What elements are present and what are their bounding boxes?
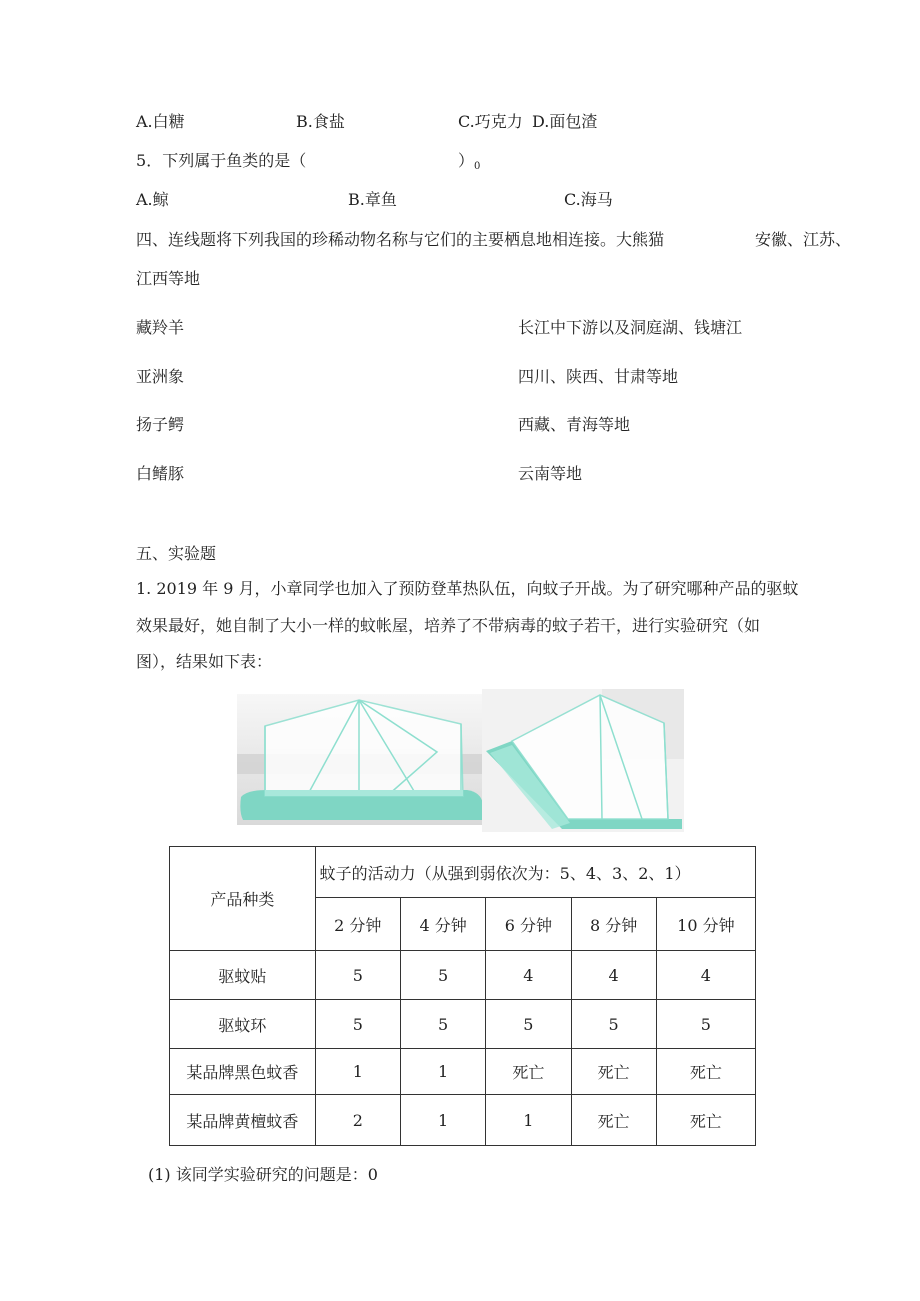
time-header: 4 分钟 — [400, 898, 485, 951]
value-cell: 死亡 — [571, 1095, 656, 1146]
value-cell: 5 — [400, 1000, 485, 1049]
table-row — [170, 1049, 756, 1095]
animal-item: 白鳍豚 — [136, 464, 185, 483]
q5-number: 5 — [136, 151, 147, 170]
animal-item: 扬子鳄 — [136, 415, 185, 434]
time-header: 6 分钟 — [486, 898, 571, 951]
value-cell: 5 — [571, 1000, 656, 1049]
q5-option-b: B.章鱼 — [348, 190, 397, 209]
habitat-item: 长江中下游以及洞庭湖、钱塘江 — [518, 318, 743, 337]
value-cell: 5 — [656, 1000, 755, 1049]
value-cell: 2 — [315, 1095, 400, 1146]
mosquito-net-drawing-2 — [482, 689, 684, 832]
value-cell: 1 — [400, 1095, 485, 1146]
q5-tail: 0 — [474, 161, 481, 172]
q4-option-b: B.食盐 — [296, 112, 345, 131]
q5-option-c: C.海马 — [564, 190, 613, 209]
value-cell: 1 — [486, 1095, 571, 1146]
q4-option-a: A.白糖 — [136, 112, 185, 131]
section5-q1-line3: 图），结果如下表： — [136, 652, 273, 671]
section5-q1-line2: 效果最好，她自制了大小一样的蚊帐屋，培养了不带病毒的蚊子若干，进行实验研究（如 — [136, 616, 761, 635]
value-cell: 4 — [571, 951, 656, 1000]
q4-option-c: C.巧克力 — [458, 112, 523, 131]
value-cell: 5 — [486, 1000, 571, 1049]
habitat-item: 西藏、青海等地 — [518, 415, 631, 434]
section5-q1-line1: 1. 2019 年 9 月，小章同学也加入了预防登革热队伍，向蚊子开战。为了研究哪种产品的驱蚊 — [136, 579, 799, 598]
value-cell: 5 — [400, 951, 485, 1000]
q5-stem — [136, 151, 306, 171]
q5-close — [458, 151, 480, 177]
table-row — [170, 1095, 756, 1146]
value-cell: 1 — [315, 1049, 400, 1095]
table-header-row — [170, 847, 756, 898]
q5-option-a: A.鲸 — [136, 190, 169, 209]
section4-title-right: 安徽、江苏、 — [755, 230, 852, 249]
activity-header: 蚊子的活动力（从强到弱依次为：5、4、3、2、1） — [315, 847, 755, 898]
habitat-item: 云南等地 — [518, 464, 583, 483]
q4-option-d: D.面包渣 — [532, 112, 598, 131]
table-row — [170, 1000, 756, 1049]
habitat-item: 四川、陕西、甘肃等地 — [518, 367, 679, 386]
q5-text: ．下列属于鱼类的是（ — [146, 151, 307, 170]
value-cell: 5 — [315, 1000, 400, 1049]
section5-title: 五、实验题 — [136, 544, 217, 563]
time-header: 8 分钟 — [571, 898, 656, 951]
value-cell: 死亡 — [486, 1049, 571, 1095]
section4-title: 四、连线题将下列我国的珍稀动物名称与它们的主要栖息地相连接。大熊猫 — [136, 230, 665, 249]
animal-item: 藏羚羊 — [136, 318, 185, 337]
mosquito-net-drawing-1 — [237, 694, 484, 825]
value-cell: 5 — [315, 951, 400, 1000]
table-row — [170, 951, 756, 1000]
section4-title-line2: 江西等地 — [136, 269, 201, 288]
value-cell: 4 — [486, 951, 571, 1000]
product-header: 产品种类 — [170, 847, 316, 951]
animal-item: 亚洲象 — [136, 367, 185, 386]
mosquito-net-photo-1 — [237, 694, 484, 825]
product-cell: 驱蚊环 — [170, 1000, 316, 1049]
value-cell: 死亡 — [571, 1049, 656, 1095]
q5-close-paren: ） — [458, 151, 475, 170]
mosquito-net-photo-2 — [482, 689, 684, 832]
value-cell: 1 — [400, 1049, 485, 1095]
product-cell: 驱蚊贴 — [170, 951, 316, 1000]
product-cell: 某品牌黑色蚊香 — [170, 1049, 316, 1095]
value-cell: 4 — [656, 951, 755, 1000]
time-header: 10 分钟 — [656, 898, 755, 951]
value-cell: 死亡 — [656, 1095, 755, 1146]
time-header: 2 分钟 — [315, 898, 400, 951]
value-cell: 死亡 — [656, 1049, 755, 1095]
question-1: (1) 该同学实验研究的问题是：0 — [148, 1165, 378, 1184]
product-cell: 某品牌黄檀蚊香 — [170, 1095, 316, 1146]
results-table — [169, 846, 756, 1146]
